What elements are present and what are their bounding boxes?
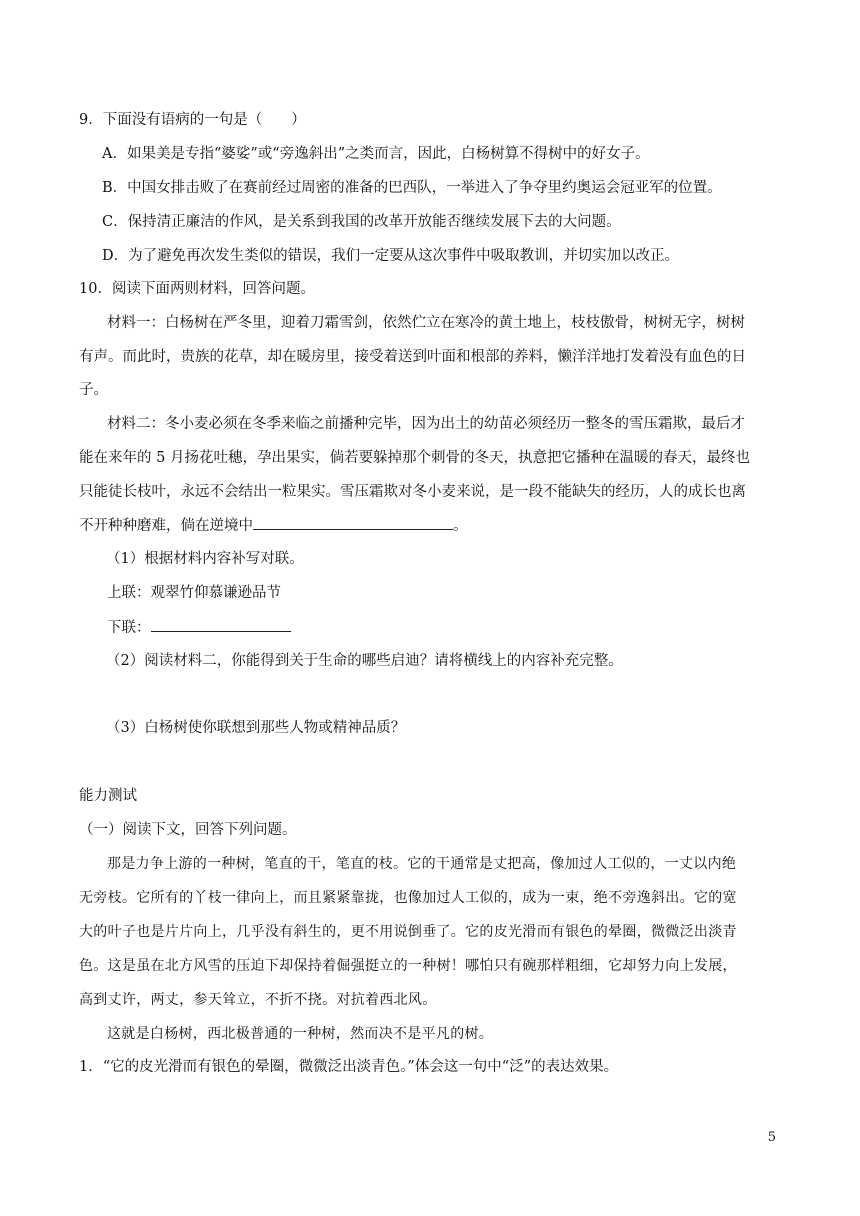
question-9-option-d: D．为了避免再次发生类似的错误，我们一定要从这次事件中吸取教训，并切实加以改正。 <box>102 248 680 264</box>
passage-line-5: 高到丈许，两丈，参天耸立，不折不挠。对抗着西北风。 <box>79 992 437 1008</box>
couplet-lower <box>107 617 291 638</box>
page-number: 5 <box>767 1130 776 1145</box>
section-heading: 能力测试 <box>79 788 137 804</box>
passage-line-1: 那是力争上游的一种树，笔直的干，笔直的枝。它的干通常是丈把高，像加过人工似的，一丈以内绝 <box>107 856 737 872</box>
passage-paragraph-2: 这就是白杨树，西北极普通的一种树，然而决不是平凡的树。 <box>107 1026 494 1042</box>
part-1-heading: （一）阅读下文，回答下列问题。 <box>79 822 297 838</box>
couplet-lower-label: 下联： <box>107 620 151 636</box>
material-1-line-1: 材料一：白杨树在严冬里，迎着刀霜雪剑，依然伫立在寒冷的黄土地上，枝枝傲骨，树树无字，树树 <box>107 315 745 331</box>
couplet-upper: 上联：观翠竹仰慕谦逊品节 <box>107 585 281 601</box>
passage-line-3: 大的叶子也是片片向上，几乎没有斜生的，更不用说倒垂了。它的皮光滑而有银色的晕圈，微微泛出淡青 <box>79 924 737 940</box>
passage-line-2: 无旁枝。它所有的丫枝一律向上，而且紧紧靠拢，也像加过人工似的，成为一束，绝不旁逸斜出。它的宽 <box>79 890 737 906</box>
material-2-line-3: 只能徒长枝叶，永远不会结出一粒果实。雪压霜欺对冬小麦来说，是一段不能缺失的经历，人的成长也离 <box>79 484 746 500</box>
sub-question-2: （2）阅读材料二，你能得到关于生命的哪些启迪？请将横线上的内容补充完整。 <box>106 653 623 669</box>
sub-question-3: （3）白杨树使你联想到那些人物或精神品质？ <box>106 720 406 736</box>
question-9-option-b: B．中国女排击败了在赛前经过周密的准备的巴西队，一举进入了争夺里约奥运会冠亚军的位置。 <box>102 180 722 196</box>
material-2-line-1: 材料二：冬小麦必须在冬季来临之前播种完毕，因为出土的幼苗必须经历一整冬的雪压霜欺，最后才 <box>107 416 745 432</box>
material-2-line-4 <box>79 515 468 536</box>
material-1-line-2: 有声。而此时，贵族的花草，却在暖房里，接受着送到叶面和根部的养料，懒洋洋地打发着没有血色的日 <box>79 349 746 365</box>
passage-question-1: 1．“它的皮光滑而有银色的晕圈，微微泛出淡青色。”体会这一句中“泛”的表达效果。 <box>79 1059 619 1075</box>
question-9-option-a: A．如果美是专指“婆娑”或“旁逸斜出”之类而言，因此，白杨树算不得树中的好女子。 <box>102 146 650 162</box>
question-9-stem: 9．下面没有语病的一句是（ ） <box>79 112 306 128</box>
answer-blank-couplet[interactable] <box>151 617 291 632</box>
passage-line-4: 色。这是虽在北方风雪的压迫下却保持着倔强挺立的一种树！哪怕只有碗那样粗细，它却努力向上发展， <box>79 958 737 974</box>
sub-question-1: （1）根据材料内容补写对联。 <box>106 551 304 567</box>
material-2-line-4-end: 。 <box>453 518 468 534</box>
material-1-line-3: 子。 <box>79 382 108 398</box>
material-2-line-4-text: 不开种种磨难，倘在逆境中 <box>79 518 253 534</box>
question-9-option-c: C．保持清正廉洁的作风，是关系到我国的改革开放能否继续发展下去的大问题。 <box>102 214 621 230</box>
answer-blank-material-2[interactable] <box>253 515 453 530</box>
question-10-stem: 10．阅读下面两则材料，回答问题。 <box>79 281 315 297</box>
material-2-line-2: 能在来年的 5 月扬花吐穗，孕出果实，倘若要躲掉那个刺骨的冬天，执意把它播种在温暖的春天，最终也 <box>79 450 750 466</box>
